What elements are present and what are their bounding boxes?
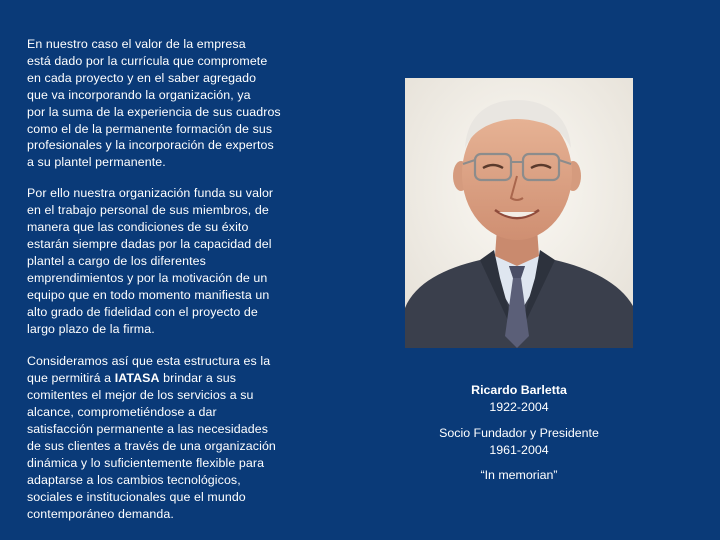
paragraph-company-value: En nuestro caso el valor de la empresa está dado por la currícula que compromete en cada proyecto y en el saber agregado que va incorporando la organización, ya por la suma de la experiencia de sus cuadros como el de la permanente formación de sus profesionales y la incorporación de expertos a su plantel permanente.: [27, 37, 281, 170]
founder-tenure: 1961-2004: [489, 443, 549, 457]
in-memoriam-note: “In memorian”: [480, 468, 558, 482]
body-text-column: [27, 36, 317, 522]
portrait-illustration: [405, 78, 633, 348]
founder-life-years: 1922-2004: [489, 400, 549, 414]
paragraph-structure-start: Consideramos así que esta estructura es la que permitirá a: [27, 354, 271, 386]
paragraph-structure-end: brindar a sus comitentes el mejor de los servicios a su alcance, comprometiéndose a dar satisfacción permanente a las necesidades de sus clientes a través de una organización dinámica y lo suficientemente flexible para adaptarse a los cambios tecnológicos, sociales e institucionales que el mundo contemporáneo demanda.: [27, 371, 276, 521]
founder-name: Ricardo Barletta: [471, 383, 567, 397]
company-name: IATASA: [114, 371, 160, 386]
paragraph-organization-value: Por ello nuestra organización funda su valor en el trabajo personal de sus miembros, de manera que las condiciones de su éxito estarán siempre dadas por la capacidad del plantel a cargo de los diferentes emprendimientos y por la motivación de un equipo que en todo momento manifiesta un alto grado de fidelidad con el proyecto de largo plazo de la firma.: [27, 186, 274, 336]
paragraph-structure: [27, 353, 317, 522]
founder-portrait: [405, 78, 633, 348]
founder-role: Socio Fundador y Presidente: [439, 426, 599, 440]
